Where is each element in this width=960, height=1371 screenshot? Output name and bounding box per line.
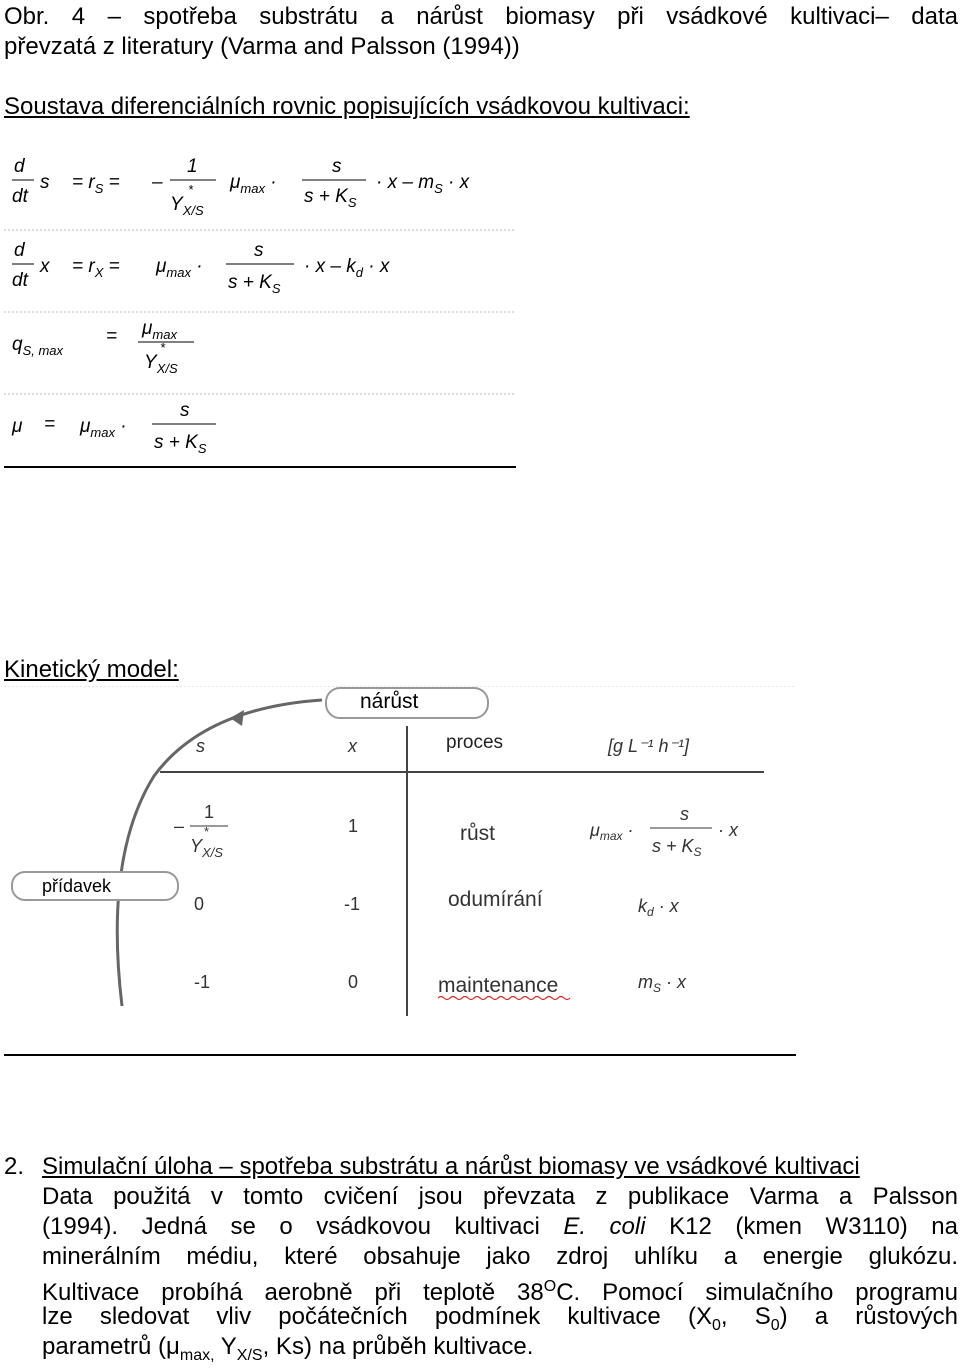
row-1-x: 1 — [348, 816, 359, 836]
row-2-x: -1 — [344, 894, 361, 914]
feed-label: přídavek — [42, 876, 112, 896]
equations-heading: Soustava diferenciálních rovnic popisujících vsádkovou kultivaci: — [4, 93, 690, 120]
svg-text:μmax ·: $\mu_{max}$ · — [590, 820, 634, 843]
equations-divider — [4, 466, 516, 468]
svg-text:–: – — [174, 816, 185, 836]
growth-label: nárůst — [360, 690, 419, 713]
kinetic-heading: Kinetický model: — [4, 656, 179, 683]
task-title: Simulační úloha – spotřeba substrátu a nárůst biomasy ve vsádkové kultivaci — [42, 1153, 860, 1180]
svg-text:μmax: $\mu_{max}$ — [142, 318, 177, 342]
svg-text:μmax ·: $\mu_{max}$ · — [230, 172, 277, 196]
svg-text:dt: dt — [12, 270, 28, 291]
differential-equations-figure — [4, 150, 516, 462]
svg-text:s + KS: $s + K_S$ — [154, 432, 207, 456]
svg-text:s: s — [332, 156, 342, 177]
row-2-s: 0 — [194, 894, 205, 914]
row-3-process: maintenance — [438, 974, 559, 997]
figure-caption-line-2: převzatá z literatury (Varma and Palsson (1994)) — [4, 33, 520, 60]
svg-text:= rS =: = $r_S$ = — [72, 172, 120, 196]
svg-text:s: s — [680, 804, 689, 824]
svg-text:YX/S: $Y_{X/S}$ — [170, 194, 204, 218]
column-x-header: x — [348, 736, 357, 756]
svg-text:s + KS: $s + K_S$ — [304, 186, 357, 210]
svg-text:μmax ·: $\mu_{max}$ · — [156, 256, 203, 280]
figure-caption-line-1: Obr. 4 – spotřeba substrátu a nárůst biomasy při vsádkové kultivaci– data — [4, 3, 958, 30]
task-number: 2. — [4, 1153, 25, 1180]
svg-text:qS, max: $q_{S, max}$ — [12, 334, 64, 358]
task-line-4: Kultivace probíhá aerobně při teplotě $38^OC$. Pomocí simulačního programu — [42, 1278, 958, 1306]
svg-text:· x: · x — [718, 820, 738, 840]
svg-text:μ: μ — [12, 416, 23, 437]
row-1-process: růst — [460, 822, 496, 845]
task-line-5: lze sledovat vliv počátečních podmínek kultivace ($X_0$, $S_0$) a růstových — [42, 1303, 959, 1334]
row-3-s: -1 — [194, 972, 211, 992]
svg-text:d: d — [14, 156, 25, 177]
svg-text:μmax ·: $\mu_{max}$ · — [80, 416, 127, 440]
svg-text:s + KS: $s + K_S$ — [228, 272, 281, 296]
row-3-rate: $m_S \cdot x$ — [638, 972, 687, 995]
svg-text:d: d — [14, 240, 25, 261]
svg-text:dt: dt — [12, 186, 28, 207]
svg-text:*: * — [160, 340, 166, 355]
kinetic-divider — [4, 1054, 796, 1056]
svg-text:s + KS: $s + K_S$ — [652, 836, 702, 859]
svg-text:= rX =: = $r_X$ = — [72, 256, 120, 280]
svg-text:s: s — [40, 172, 50, 193]
task-line-3: minerálním médiu, které obsahuje jako zdroj uhlíku a energie glukózu. — [42, 1243, 958, 1270]
svg-text:YX/S: $Y_{X/S}$ — [190, 836, 223, 860]
column-units-header: [g L⁻¹ h⁻¹] — [608, 736, 690, 756]
row-2-process: odumírání — [448, 888, 543, 911]
svg-text:–: – — [152, 172, 163, 193]
task-line-6: parametrů ($\mu_{max,}$ $Y_{X/S}$, Ks) na průběh kultivace. — [42, 1333, 534, 1364]
svg-text:*: * — [204, 824, 210, 839]
row-3-x: 0 — [348, 972, 359, 992]
svg-text:s: s — [254, 240, 264, 261]
column-process-header: proces — [446, 732, 504, 753]
task-line-2: (1994). Jedná se o vsádkovou kultivaci E. coli K12 (kmen W3110) na — [42, 1213, 958, 1240]
column-s-header: s — [196, 736, 205, 756]
svg-text:· x – mS · x: · $x - m_S \cdot x$ — [376, 172, 470, 196]
svg-text:s: s — [180, 400, 190, 421]
svg-text:*: * — [188, 182, 194, 197]
svg-text:1: 1 — [187, 156, 198, 177]
task-line-1: Data použitá v tomto cvičení jsou převzata z publikace Varma a Palsson — [42, 1183, 958, 1210]
svg-text:1: 1 — [204, 802, 215, 822]
kinetic-model-diagram — [4, 686, 796, 1032]
svg-text:=: = — [44, 414, 56, 435]
svg-text:x: x — [40, 256, 50, 277]
svg-text:YX/S: $Y_{X/S}$ — [144, 352, 178, 376]
svg-text:=: = — [106, 326, 118, 347]
row-2-rate: $k_d \cdot x$ — [638, 896, 679, 919]
svg-text:· x – kd · x: · $x - k_d \cdot x$ — [304, 256, 390, 280]
